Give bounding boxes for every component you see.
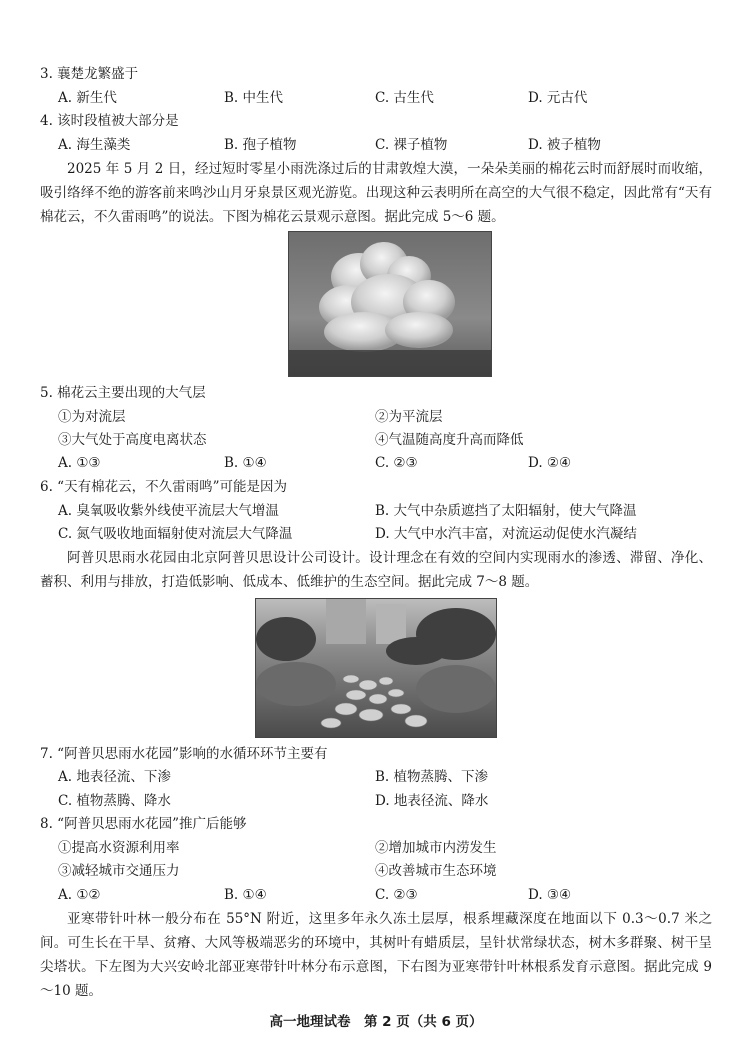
q8-statement-1: ①提高水资源利用率 [58,840,180,856]
q3-stem: 3. 襄楚龙繁盛于 [40,66,139,82]
q8-stem: 8. “阿普贝思雨水花园”推广后能够 [40,816,247,832]
q4-option-c: C. 裸子植物 [375,137,448,153]
q7-option-c: C. 植物蒸腾、降水 [58,793,171,809]
q6-stem: 6. “天有棉花云，不久雷雨鸣”可能是因为 [40,479,287,495]
q4-option-a: A. 海生藻类 [58,137,131,153]
q4-option-d: D. 被子植物 [528,137,601,153]
q5-statement-1: ①为对流层 [58,409,126,425]
q5-option-b: B. ①④ [224,455,267,471]
q5-option-d: D. ②④ [528,455,572,471]
q6-option-c: C. 氮气吸收地面辐射使对流层大气降温 [58,526,293,542]
q5-option-a: A. ①③ [58,455,101,471]
q5-statement-4: ④气温随高度升高而降低 [375,432,524,448]
q8-option-d: D. ③④ [528,887,572,903]
rain-garden-photo [255,598,497,738]
q5-option-c: C. ②③ [375,455,418,471]
q3-option-a: A. 新生代 [58,90,117,106]
q3-option-d: D. 元古代 [528,90,588,106]
q6-option-a: A. 臭氧吸收紫外线使平流层大气增温 [58,503,279,519]
q5-stem: 5. 棉花云主要出现的大气层 [40,385,206,401]
q5-statement-3: ③大气处于高度电离状态 [58,432,207,448]
q3-option-b: B. 中生代 [224,90,284,106]
q7-option-a: A. 地表径流、下渗 [58,769,171,785]
q4-option-b: B. 孢子植物 [224,137,297,153]
q7-option-b: B. 植物蒸腾、下渗 [375,769,489,785]
q8-option-a: A. ①② [58,887,101,903]
q8-option-b: B. ①④ [224,887,267,903]
q6-option-b: B. 大气中杂质遮挡了太阳辐射，使大气降温 [375,503,637,519]
passage-rain-garden: 阿普贝思雨水花园由北京阿普贝思设计公司设计。设计理念在有效的空间内实现雨水的渗透、滞留、净化、蓄积、利用与排放，打造低影响、低成本、低维护的生态空间。据此完成 7～8 题。 [40,550,712,590]
q7-option-d: D. 地表径流、降水 [375,793,489,809]
passage-cotton-cloud: 2025 年 5 月 2 日，经过短时零星小雨洗涤过后的甘肃敦煌大漠，一朵朵美丽的棉花云时而舒展时而收缩，吸引络绎不绝的游客前来鸣沙山月牙泉景区观光游览。出现这种云表明所在高空的大气很不稳定，因此常有“天有棉花云，不久雷雨鸣”的说法。下图为棉花云景观示意图。据此完成 5～6 题。 [40,161,712,225]
q6-option-d: D. 大气中水汽丰富，对流运动促使水汽凝结 [375,526,637,542]
q8-statement-3: ③减轻城市交通压力 [58,863,180,879]
q8-statement-2: ②增加城市内涝发生 [375,840,497,856]
q7-stem: 7. “阿普贝思雨水花园”影响的水循环环节主要有 [40,746,328,762]
page-footer: 高一地理试卷 第 2 页（共 6 页） [269,1014,483,1030]
q5-statement-2: ②为平流层 [375,409,443,425]
cotton-cloud-photo [288,231,492,377]
passage-coniferous-forest: 亚寒带针叶林一般分布在 55°N 附近，这里多年永久冻土层厚，根系埋藏深度在地面以下 0.3～0.7 米之间。可生长在干旱、贫瘠、大风等极端恶劣的环境中，其树叶有蜡质层，呈针状常绿状态，树木多群聚、树干呈尖塔状。下左图为大兴安岭北部亚寒带针叶林分布示意图，下右图为亚寒带针叶林根系发育示意图。据此完成 9～10 题。 [40,911,712,999]
q8-statement-4: ④改善城市生态环境 [375,863,497,879]
q8-option-c: C. ②③ [375,887,418,903]
q3-option-c: C. 古生代 [375,90,434,106]
q4-stem: 4. 该时段植被大部分是 [40,113,179,129]
